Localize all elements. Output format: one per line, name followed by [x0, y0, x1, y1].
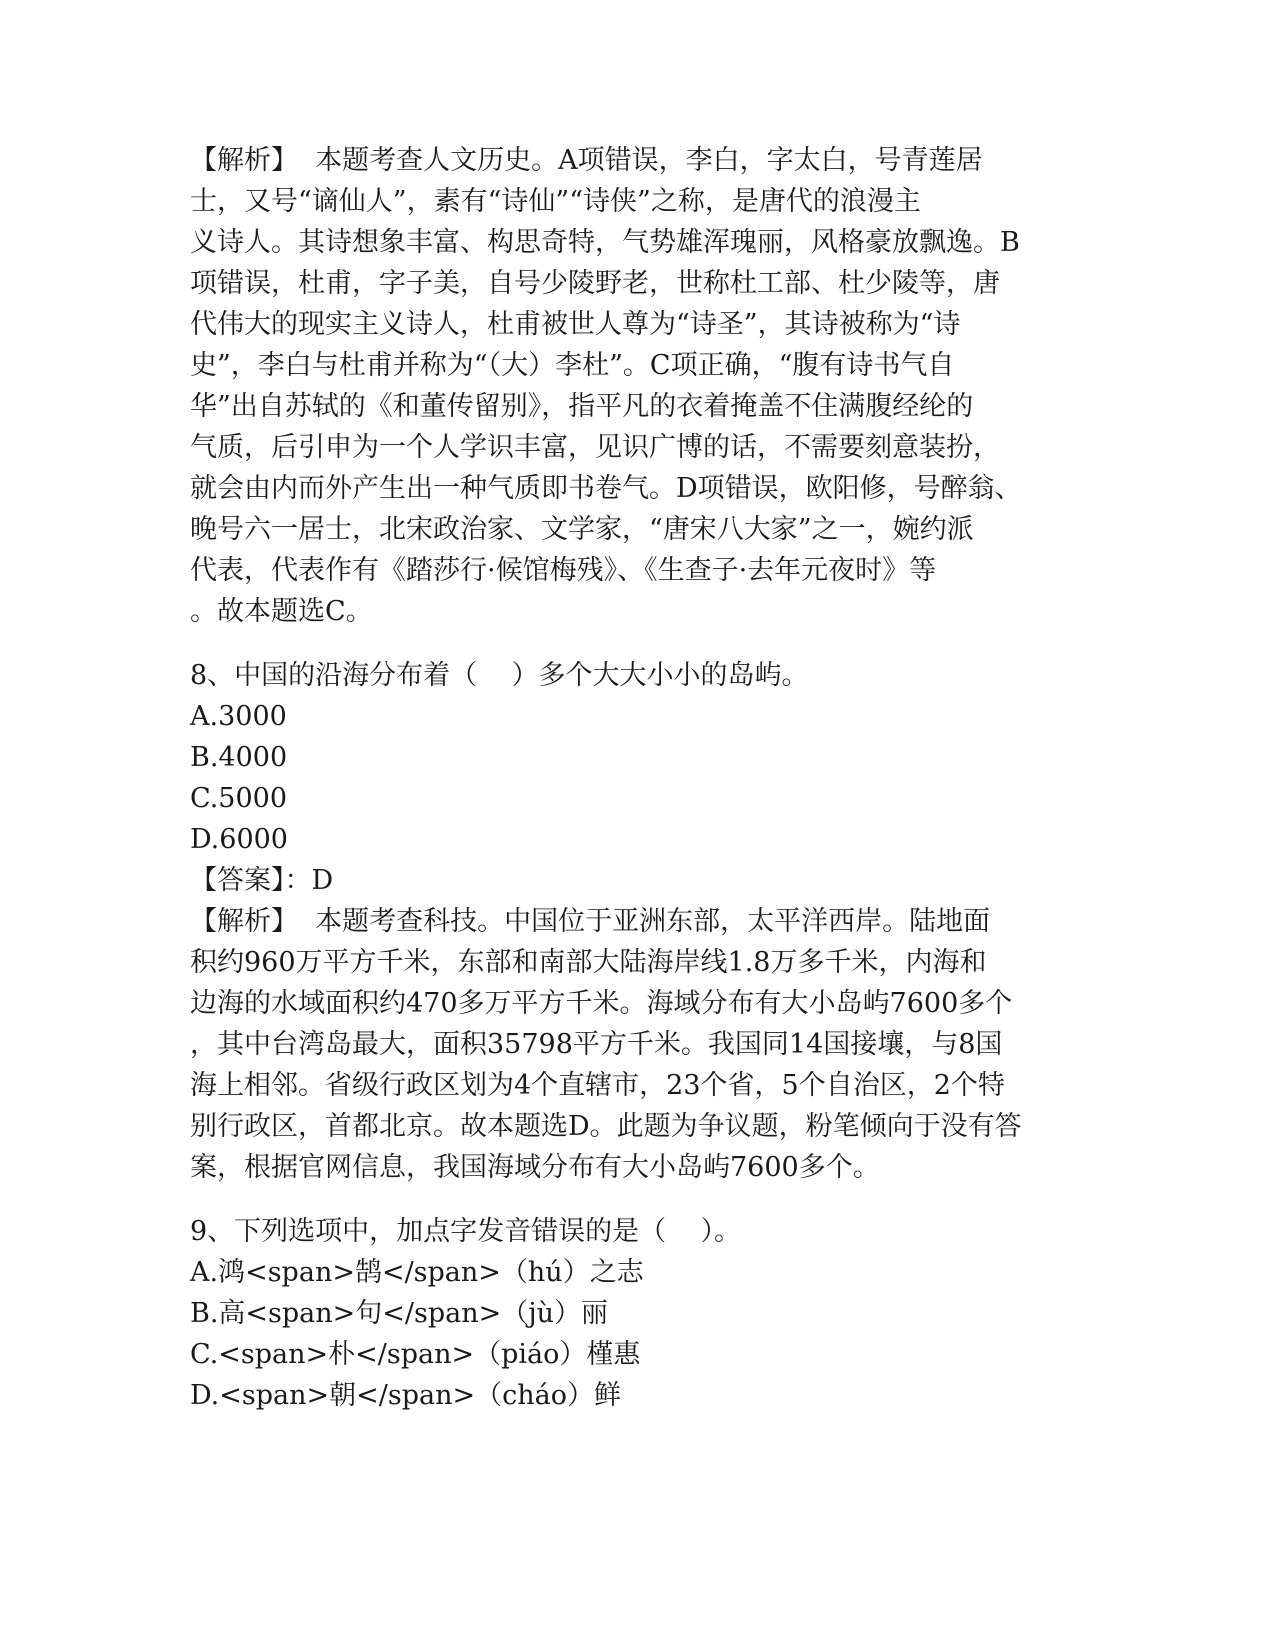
option-c: C.<span>朴</span>（piáo）槿惠 [190, 1339, 641, 1370]
analysis-line: 士，又号“谪仙人”，素有“诗仙”“诗侠”之称，是唐代的浪漫主 [190, 186, 921, 217]
analysis-line: 积约960万平方千米，东部和南部大陆海岸线1.8万多千米，内海和 [190, 947, 987, 978]
analysis-line: 气质，后引申为一个人学识丰富，见识广博的话，不需要刻意装扮， [190, 432, 1000, 463]
option-d: D.<span>朝</span>（cháo）鲜 [190, 1380, 621, 1411]
analysis-line: 别行政区，首都北京。故本题选D。此题为争议题，粉笔倾向于没有答 [190, 1111, 1022, 1142]
analysis-line: 就会由内而外产生出一种气质即书卷气。D项错误，欧阳修，号醉翁、 [190, 473, 1022, 504]
option-c: C.5000 [190, 783, 287, 814]
analysis-line: 代表，代表作有《踏莎行·候馆梅残》、《生查子·去年元夜时》等 [190, 555, 937, 586]
question-text: 8、中国的沿海分布着（ ）多个大大小小的岛屿。 [190, 660, 809, 691]
answer: 【答案】：D [190, 865, 334, 896]
analysis-line: 代伟大的现实主义诗人，杜甫被世人尊为“诗圣”，其诗被称为“诗 [190, 309, 961, 340]
question-text: 9、下列选项中，加点字发音错误的是（ ）。 [190, 1216, 742, 1247]
option-d: D.6000 [190, 824, 288, 855]
analysis-line: 史”，李白与杜甫并称为“（大）李杜”。C项正确，“腹有诗书气自 [190, 350, 955, 381]
analysis-line: 案，根据官网信息，我国海域分布有大小岛屿7600多个。 [190, 1152, 880, 1183]
analysis-line: 【解析】 本题考查人文历史。A项错误，李白，字太白，号青莲居 [190, 145, 983, 176]
analysis-line: 晚号六一居士，北宋政治家、文学家，“唐宋八大家”之一，婉约派 [190, 514, 974, 545]
analysis-line: ，其中台湾岛最大，面积35798平方千米。我国同14国接壤，与8国 [190, 1029, 1003, 1060]
analysis-line: 义诗人。其诗想象丰富、构思奇特，气势雄浑瑰丽，风格豪放飘逸。B [190, 227, 1020, 258]
analysis-line: 边海的水域面积约470多万平方千米。海域分布有大小岛屿7600多个 [190, 988, 1013, 1019]
analysis-line: 华”出自苏轼的《和董传留别》，指平凡的衣着掩盖不住满腹经纶的 [190, 391, 974, 422]
option-a: A.3000 [190, 701, 287, 732]
option-a: A.鸿<span>鹄</span>（hú）之志 [190, 1257, 644, 1288]
analysis-line: 项错误，杜甫，字子美，自号少陵野老，世称杜工部、杜少陵等，唐 [190, 268, 1000, 299]
option-b: B.4000 [190, 742, 288, 773]
analysis-line: 【解析】 本题考查科技。中国位于亚洲东部，太平洋西岸。陆地面 [190, 906, 991, 937]
analysis-line: 海上相邻。省级行政区划为4个直辖市，23个省，5个自治区，2个特 [190, 1070, 1005, 1101]
analysis-line: 。故本题选C。 [190, 596, 373, 627]
option-b: B.高<span>句</span>（jù）丽 [190, 1298, 609, 1329]
